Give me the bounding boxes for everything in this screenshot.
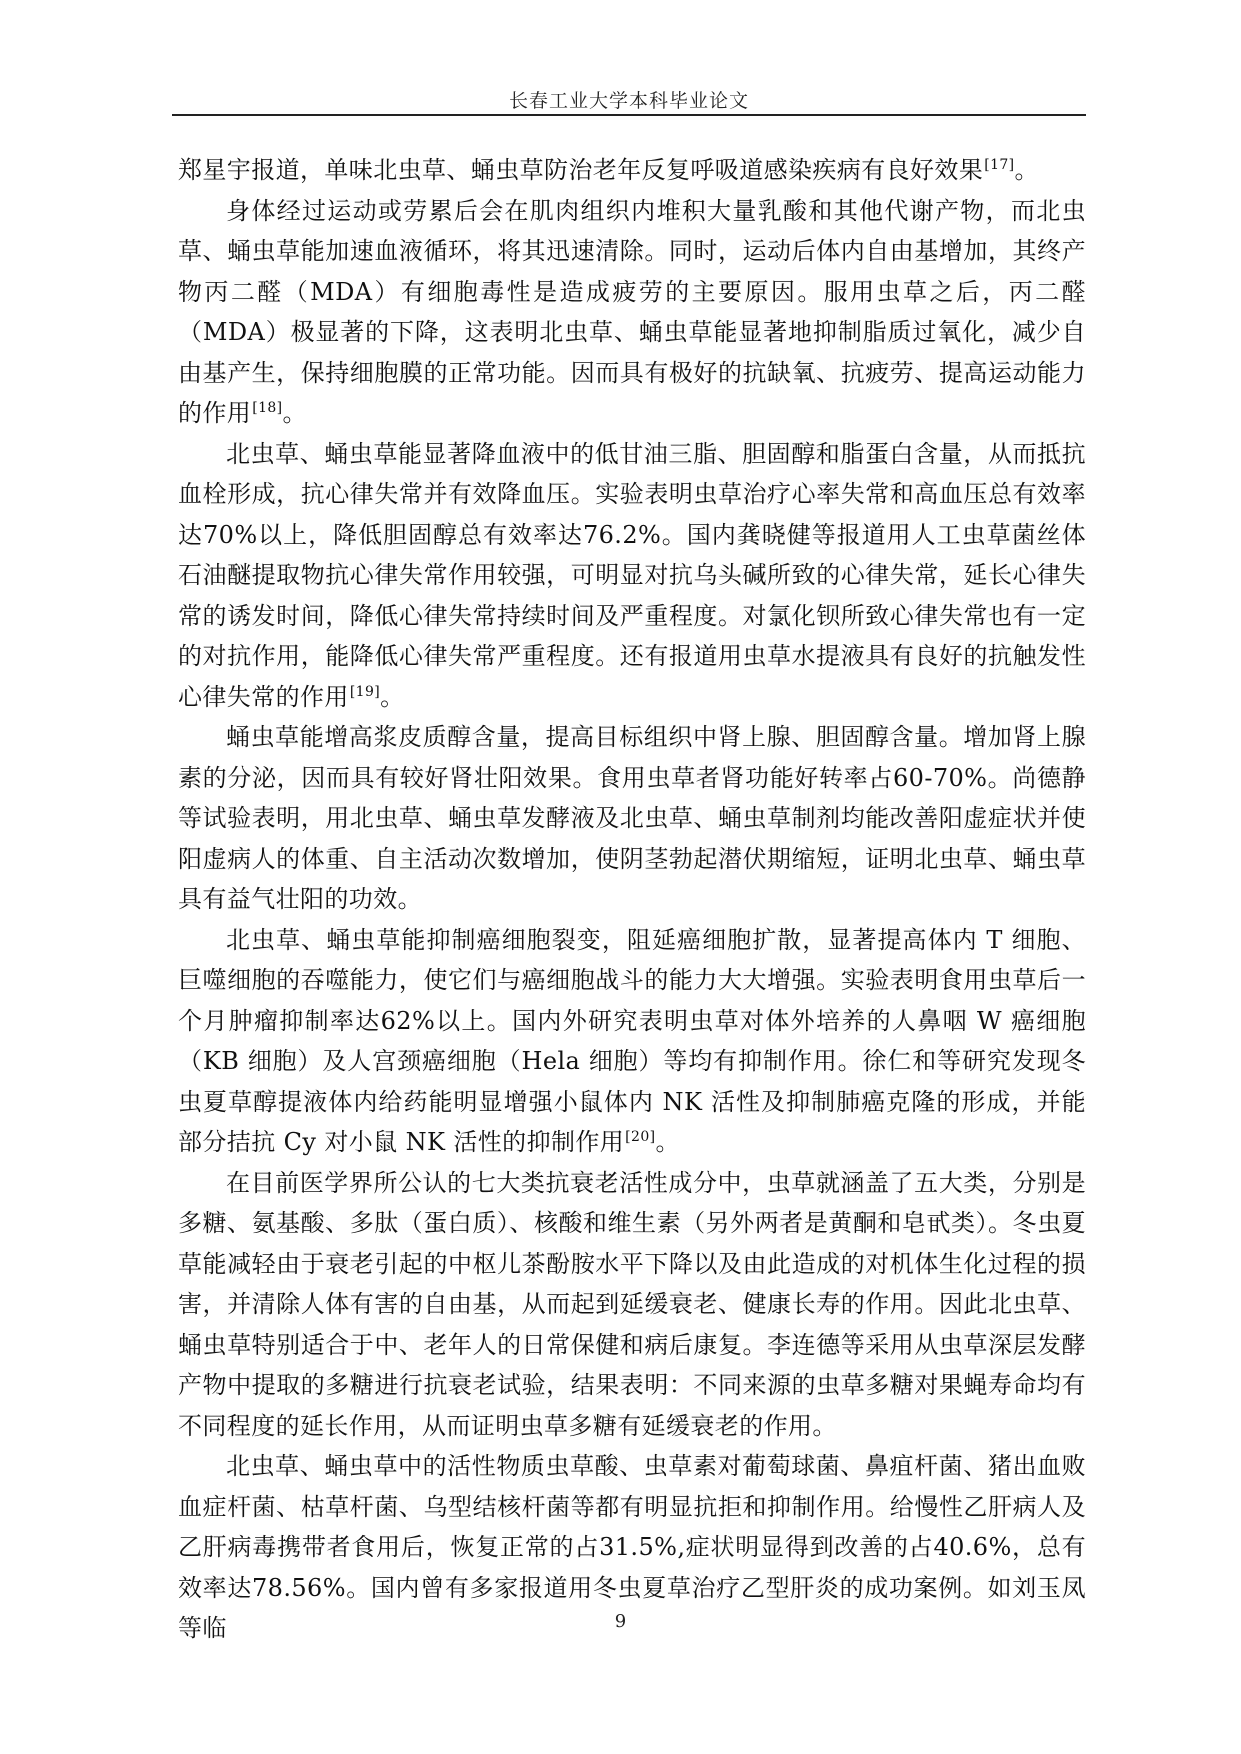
paragraph-end: 。	[380, 682, 405, 711]
paragraph-text: 北虫草、蛹虫草中的活性物质虫草酸、虫草素对葡萄球菌、鼻疽杆菌、猪出血败血症杆菌、枯草杆菌、乌型结核杆菌等都有明显抗拒和抑制作用。给慢性乙肝病人及乙肝病毒携带者食用后，恢复正常的占31.5%,症状明显得到改善的占40.6%，总有效率达78.56%。国内曾有多家报道用冬虫夏草治疗乙型肝炎的成功案例。如刘玉凤等临	[178, 1452, 1086, 1642]
paragraph-end: 。	[1014, 156, 1039, 184]
header-divider	[172, 114, 1086, 116]
citation-ref: [18]	[252, 400, 283, 416]
paragraph-text: 蛹虫草能增高浆皮质醇含量，提高目标组织中肾上腺、胆固醇含量。增加肾上腺素的分泌，因而具有较好肾壮阳效果。食用虫草者肾功能好转率占60-70%。尚德静等试验表明，用北虫草、蛹虫草发酵液及北虫草、蛹虫草制剂均能改善阳虚症状并使阳虚病人的体重、自主活动次数增加，使阴茎勃起潜伏期缩短，证明北虫草、蛹虫草具有益气壮阳的功效。	[178, 723, 1086, 913]
paragraph-5	[178, 920, 1086, 1163]
paragraph-text: 郑星宇报道，单味北虫草、蛹虫草防治老年反复呼吸道感染疾病有良好效果	[178, 156, 984, 184]
paragraph-text: 在目前医学界所公认的七大类抗衰老活性成分中，虫草就涵盖了五大类，分别是多糖、氨基酸、多肽（蛋白质）、核酸和维生素（另外两者是黄酮和皂甙类）。冬虫夏草能减轻由于衰老引起的中枢儿茶酚胺水平下降以及由此造成的对机体生化过程的损害，并清除人体有害的自由基，从而起到延缓衰老、健康长寿的作用。因此北虫草、蛹虫草特别适合于中、老年人的日常保健和病后康复。李连德等采用从虫草深层发酵产物中提取的多糖进行抗衰老试验，结果表明：不同来源的虫草多糖对果蝇寿命均有不同程度的延长作用，从而证明虫草多糖有延缓衰老的作用。	[178, 1168, 1086, 1440]
paragraph-4	[178, 717, 1086, 920]
paragraph-end: 。	[655, 1128, 680, 1156]
citation-ref: [20]	[625, 1129, 656, 1145]
paragraph-text: 北虫草、蛹虫草能显著降血液中的低甘油三脂、胆固醇和脂蛋白含量，从而抵抗血栓形成，抗心律失常并有效降血压。实验表明虫草治疗心率失常和高血压总有效率达70%以上，降低胆固醇总有效率达76.2%。国内龚晓健等报道用人工虫草菌丝体石油醚提取物抗心律失常作用较强，可明显对抗乌头碱所致的心律失常，延长心律失常的诱发时间，降低心律失常持续时间及严重程度。对氯化钡所致心律失常也有一定的对抗作用，能降低心律失常严重程度。还有报道用虫草水提液具有良好的抗触发性心律失常的作用	[178, 439, 1086, 711]
paragraph-6	[178, 1163, 1086, 1447]
paragraph-2	[178, 191, 1086, 434]
paragraph-1	[178, 150, 1086, 191]
paragraph-text: 身体经过运动或劳累后会在肌肉组织内堆积大量乳酸和其他代谢产物，而北虫草、蛹虫草能加速血液循环，将其迅速清除。同时，运动后体内自由基增加，其终产物丙二醛（MDA）有细胞毒性是造成疲劳的主要原因。服用虫草之后，丙二醛（MDA）极显著的下降，这表明北虫草、蛹虫草能显著地抑制脂质过氧化，减少自由基产生，保持细胞膜的正常功能。因而具有极好的抗缺氧、抗疲劳、提高运动能力的作用	[178, 196, 1086, 427]
paragraph-text: 北虫草、蛹虫草能抑制癌细胞裂变，阻延癌细胞扩散，显著提高体内 T 细胞、巨噬细胞的吞噬能力，使它们与癌细胞战斗的能力大大增强。实验表明食用虫草后一个月肿瘤抑制率达62%以上。国内外研究表明虫草对体外培养的人鼻咽 W 癌细胞（KB 细胞）及人宫颈癌细胞（Hela 细胞）等均有抑制作用。徐仁和等研究发现冬虫夏草醇提液体内给药能明显增强小鼠体内 NK 活性及抑制肺癌克隆的形成，并能部分拮抗 Cy 对小鼠 NK 活性的抑制作用	[178, 925, 1086, 1156]
citation-ref: [17]	[984, 157, 1015, 173]
body-text	[178, 150, 1086, 1649]
page-header-title: 长春工业大学本科毕业论文	[508, 90, 749, 112]
paragraph-end: 。	[282, 399, 307, 427]
paragraph-3	[178, 434, 1086, 718]
page-number: 9	[614, 1611, 627, 1632]
citation-ref: [19]	[349, 683, 381, 700]
